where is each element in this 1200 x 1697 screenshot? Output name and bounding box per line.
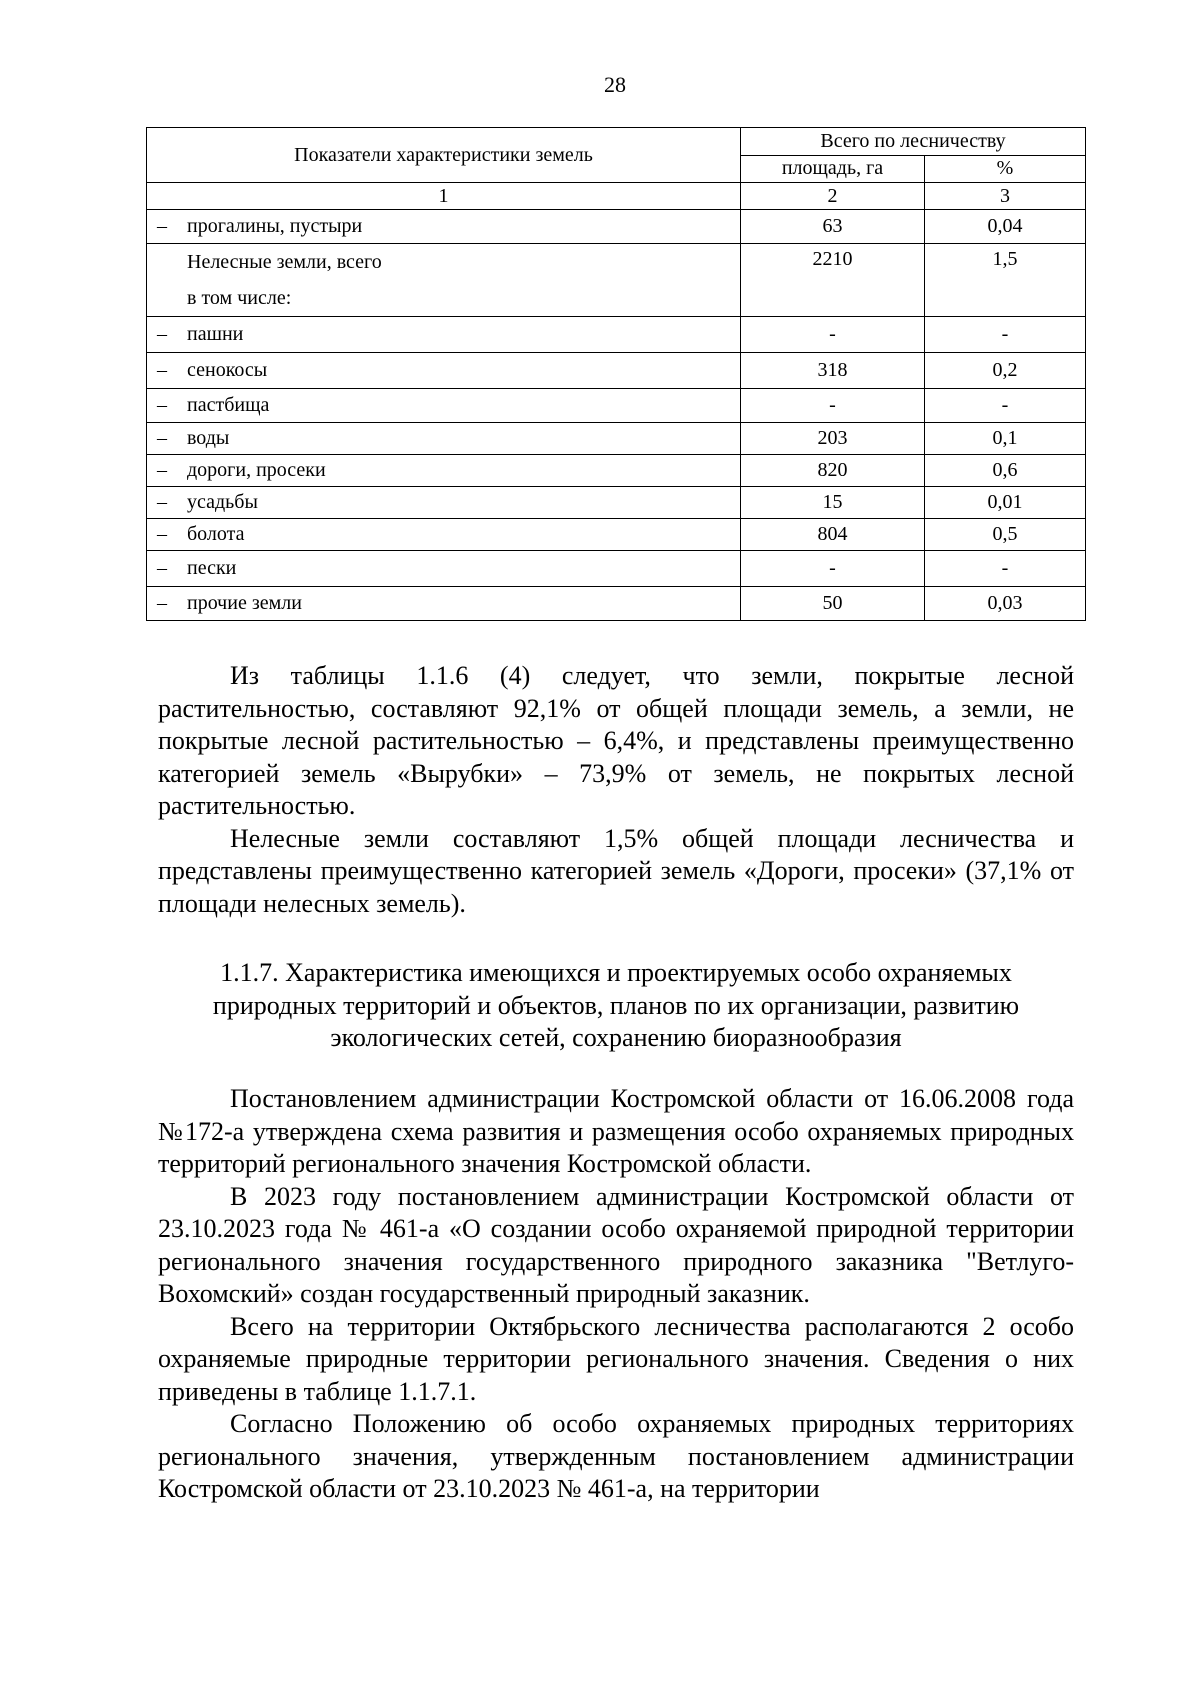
header-percent: % bbox=[925, 155, 1086, 183]
row-label: дороги, просеки bbox=[187, 459, 326, 481]
header-land-indicators: Показатели характеристики земель bbox=[147, 128, 741, 183]
row-area: - bbox=[741, 389, 925, 423]
page-number: 28 bbox=[604, 72, 626, 97]
row-label: болота bbox=[187, 523, 245, 545]
row-percent: - bbox=[925, 389, 1086, 423]
paragraph: Согласно Положению об особо охраняемых природных территориях регионального значения, утвержденным постановлением администрации Костромской области от 23.10.2023 № 461-а, на территории bbox=[158, 1409, 1074, 1503]
row-area: 804 bbox=[741, 519, 925, 551]
row-percent: 0,2 bbox=[925, 353, 1086, 389]
row-percent: 0,04 bbox=[925, 210, 1086, 244]
section-body bbox=[158, 1083, 1074, 1506]
row-label-sub: в том числе: bbox=[187, 287, 292, 309]
row-percent: 0,01 bbox=[925, 487, 1086, 519]
row-percent: 0,1 bbox=[925, 423, 1086, 455]
row-area: 63 bbox=[741, 210, 925, 244]
row-label: сенокосы bbox=[187, 359, 268, 381]
row-label: Нелесные земли, всего bbox=[187, 251, 382, 273]
row-area: 2210 bbox=[741, 244, 925, 317]
summary-text bbox=[158, 660, 1074, 920]
header-total-forestry: Всего по лесничеству bbox=[741, 128, 1086, 156]
column-number: 1 bbox=[147, 183, 741, 210]
table-row: – пески - - bbox=[147, 551, 1086, 587]
paragraph: Нелесные земли составляют 1,5% общей площади лесничества и представлены преимущественно категорией земель «Дороги, просеки» (37,1% от площади нелесных земель). bbox=[158, 823, 1074, 918]
paragraph: Всего на территории Октябрьского лесничества располагаются 2 особо охраняемые природные территории регионального значения. Сведения о них приведены в таблице 1.1.7.1. bbox=[158, 1311, 1074, 1406]
row-label: пески bbox=[187, 557, 237, 579]
paragraph: Постановлением администрации Костромской области от 16.06.2008 года №172-а утверждена схема развития и размещения особо охраняемых природных территорий регионального значения Костромской области. bbox=[158, 1084, 1074, 1178]
table-row: – пашни - - bbox=[147, 317, 1086, 353]
table-row: – болота 804 0,5 bbox=[147, 519, 1086, 551]
column-number: 3 bbox=[925, 183, 1086, 210]
row-percent: 0,03 bbox=[925, 587, 1086, 621]
paragraph: В 2023 году постановлением администрации Костромской области от 23.10.2023 года № 461-а «О создании особо охраняемой природной территории регионального значения государственного природного заказника "Ветлуго-Вохомский» создан государственный природный заказник. bbox=[158, 1181, 1074, 1308]
row-percent: - bbox=[925, 551, 1086, 587]
row-area: 318 bbox=[741, 353, 925, 389]
row-label: прогалины, пустыри bbox=[187, 215, 363, 237]
row-area: 203 bbox=[741, 423, 925, 455]
row-label: пашни bbox=[187, 323, 244, 345]
row-area: - bbox=[741, 551, 925, 587]
row-label: пастбища bbox=[187, 394, 270, 416]
table-row: – прочие земли 50 0,03 bbox=[147, 587, 1086, 621]
land-characteristics-table bbox=[146, 127, 1086, 621]
row-area: - bbox=[741, 317, 925, 353]
header-area: площадь, га bbox=[741, 155, 925, 183]
table-row: – воды 203 0,1 bbox=[147, 423, 1086, 455]
row-label: воды bbox=[187, 427, 230, 449]
row-percent: - bbox=[925, 317, 1086, 353]
paragraph: Из таблицы 1.1.6 (4) следует, что земли, покрытые лесной растительностью, составляют 92,1% от общей площади земель, а земли, не покрытые лесной растительностью – 6,4%, и представлены преимущественно категорией земель «Вырубки» – 73,9% от земель, не покрытых лесной растительностью. bbox=[158, 661, 1074, 820]
row-label: прочие земли bbox=[187, 592, 302, 614]
row-percent: 0,6 bbox=[925, 455, 1086, 487]
row-label: усадьбы bbox=[187, 491, 258, 513]
table-row: – прогалины, пустыри 63 0,04 bbox=[147, 210, 1086, 244]
row-percent: 1,5 bbox=[925, 244, 1086, 317]
row-area: 820 bbox=[741, 455, 925, 487]
table-row bbox=[147, 244, 1086, 317]
table-row: – сенокосы 318 0,2 bbox=[147, 353, 1086, 389]
table-row: – пастбища - - bbox=[147, 389, 1086, 423]
section-heading: 1.1.7. Характеристика имеющихся и проектируемых особо охраняемых природных территорий и объектов, планов по их организации, развитию экологических сетей, сохранению биоразнообразия bbox=[212, 958, 1020, 1052]
table-row: – дороги, просеки 820 0,6 bbox=[147, 455, 1086, 487]
row-percent: 0,5 bbox=[925, 519, 1086, 551]
row-area: 15 bbox=[741, 487, 925, 519]
row-area: 50 bbox=[741, 587, 925, 621]
table-row: – усадьбы 15 0,01 bbox=[147, 487, 1086, 519]
column-number: 2 bbox=[741, 183, 925, 210]
